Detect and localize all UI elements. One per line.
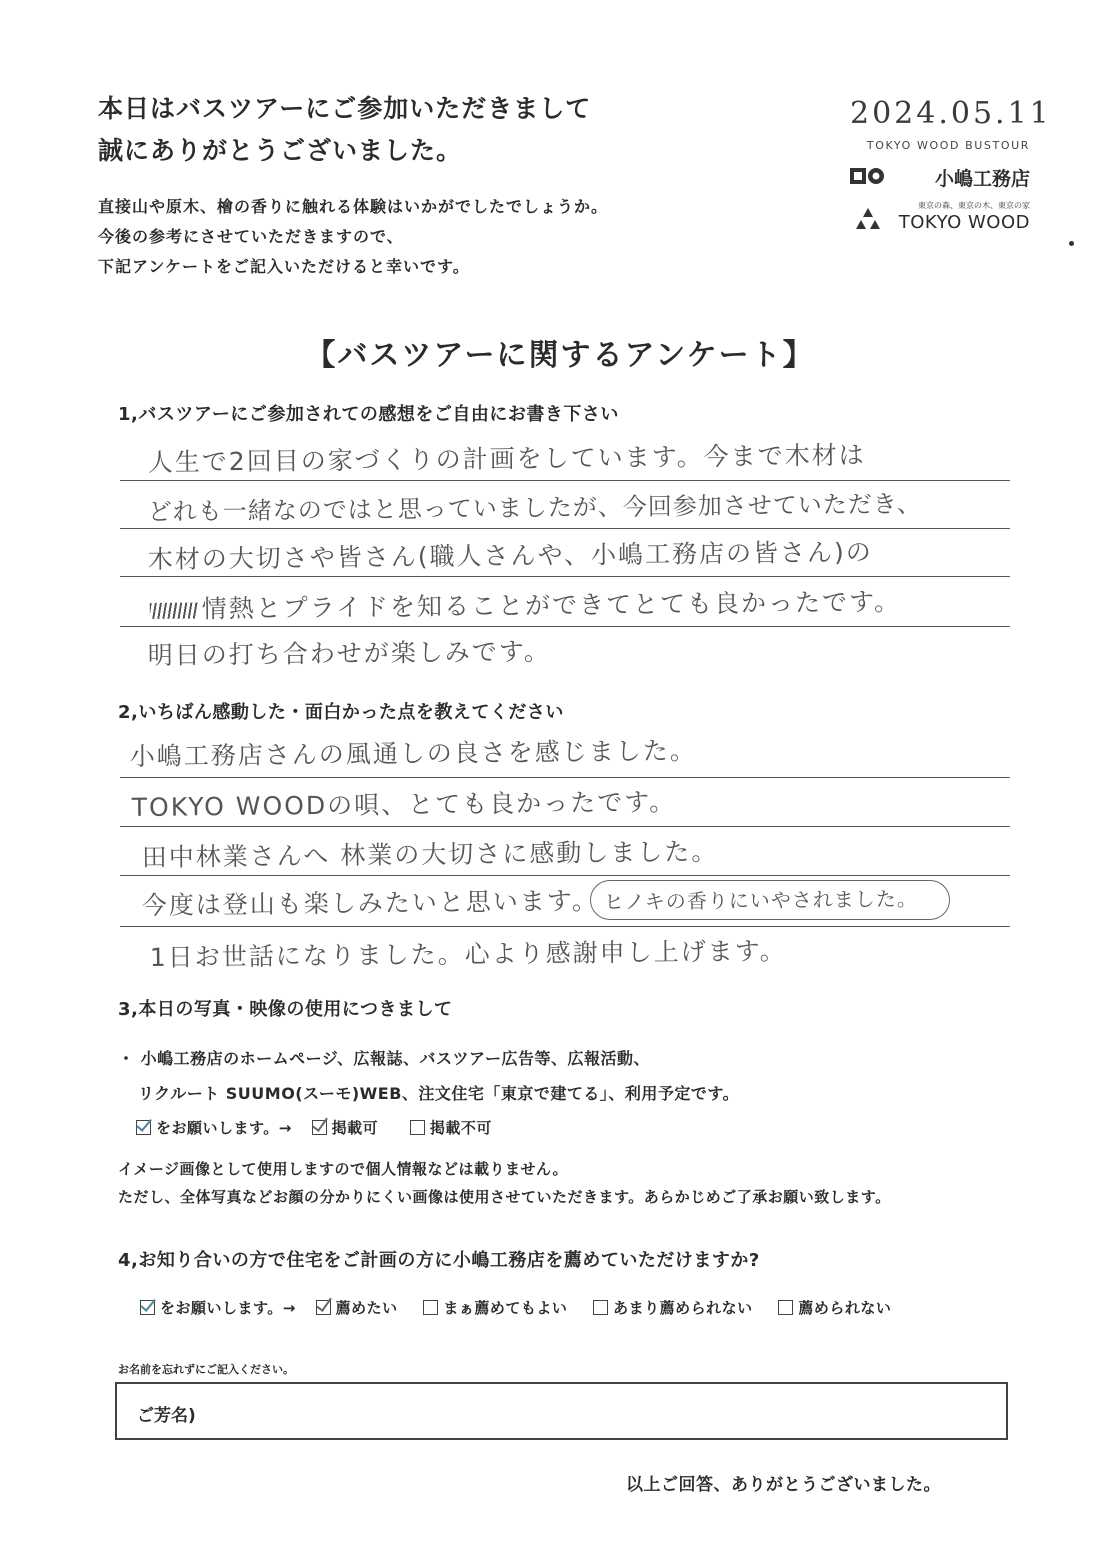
question-1: 1,バスツアーにご参加されての感想をご自由にお書き下さい: [118, 404, 619, 425]
tokyo-wood-logo-icon: [850, 206, 886, 234]
tokyo-wood-brand: [850, 200, 1030, 236]
q4-instruction: をお願いします。→: [160, 1299, 296, 1317]
question-4: 4,お知り合いの方で住宅をご計画の方に小嶋工務店を薦めていただけますか?: [118, 1250, 760, 1271]
q3-line: ・ 小嶋工務店のホームページ、広報誌、バスツアー広告等、広報活動、: [118, 1049, 650, 1068]
greeting: [98, 88, 591, 172]
company-logo-icon: [850, 167, 886, 185]
checkbox-checked-icon[interactable]: [312, 1120, 327, 1135]
q2-answer-line: 小嶋工務店さんの風通しの良さを感じました。: [129, 736, 697, 772]
option-rarely-recommend[interactable]: あまり薦められない: [593, 1299, 753, 1317]
q3-note: イメージ画像として使用しますので個人情報などは載りません。: [118, 1160, 568, 1178]
q2-answer-line: 今度は登山も楽しみたいと思います。: [141, 886, 599, 921]
intro-line: 下記アンケートをご記入いただけると幸いです。: [98, 257, 470, 276]
answer-rule: [120, 480, 1010, 481]
survey-title: 【バスツアーに関するアンケート】: [305, 338, 815, 373]
q3-instruction: をお願いします。→: [156, 1119, 292, 1137]
intro-line: 今後の参考にさせていただきますので、: [98, 227, 404, 246]
name-label: ご芳名): [137, 1406, 196, 1426]
option-not-recommend[interactable]: 薦められない: [778, 1299, 891, 1317]
name-field[interactable]: [115, 1382, 1008, 1440]
q2-answer-line: TOKYO WOODの唄、とても良かったです。: [131, 787, 677, 823]
q1-answer-line: [150, 582, 902, 626]
intro-text: [98, 192, 608, 282]
closing-thanks: 以上ご回答、ありがとうございました。: [626, 1475, 941, 1495]
q3-line: リクルート SUUMO(スーモ)WEB、注文住宅「東京で建てる」、利用予定です。: [138, 1084, 740, 1103]
checkbox-checked-icon[interactable]: [316, 1300, 331, 1315]
checkbox-icon[interactable]: [593, 1300, 608, 1315]
brand-name: TOKYO WOOD: [898, 212, 1030, 233]
speck: [1069, 241, 1074, 246]
q4-options: [140, 1297, 911, 1318]
q1-answer-line: 木材の大切さや皆さん(職人さんや、小嶋工務店の皆さん)の: [147, 537, 873, 575]
example-checkbox-icon: [136, 1120, 151, 1135]
option-somewhat-recommend[interactable]: まぁ薦めてもよい: [423, 1299, 567, 1317]
answer-rule: [120, 528, 1010, 529]
answer-rule: [120, 926, 1010, 927]
q1-answer-text: 情熱とプライドを知ることができてとても良かったです。: [201, 587, 902, 624]
checkbox-icon[interactable]: [410, 1120, 425, 1135]
q1-answer-line: 人生で2回目の家づくりの計画をしています。今まで木材は: [147, 440, 866, 478]
option-no-publish[interactable]: 掲載不可: [410, 1119, 492, 1137]
company-name: 小嶋工務店: [934, 168, 1030, 190]
q2-answer-line: 田中林業さんへ 林業の大切さに感動しました。: [141, 836, 719, 873]
q1-answer-line: 明日の打ち合わせが楽しみです。: [147, 636, 551, 671]
answer-rule: [120, 626, 1010, 627]
checkbox-icon[interactable]: [778, 1300, 793, 1315]
crossed-out-scribble: [150, 602, 198, 619]
tour-label: TOKYO WOOD BUSTOUR: [866, 139, 1030, 152]
greeting-line: 本日はバスツアーにご参加いただきまして: [98, 94, 592, 123]
answer-rule: [120, 777, 1010, 778]
option-publish[interactable]: 掲載可: [312, 1119, 379, 1137]
q2-circled-answer: ヒノキの香りにいやされました。: [603, 886, 918, 915]
q1-answer-line: どれも一緒なのではと思っていましたが、今回参加させていただき、: [147, 489, 922, 527]
q3-note: ただし、全体写真などお顔の分かりにくい画像は使用させていただきます。あらかじめご了承お願い致します。: [118, 1188, 891, 1206]
company-brand: [850, 162, 1030, 190]
event-date: 2024.05.11: [850, 96, 1052, 131]
question-3: 3,本日の写真・映像の使用につきまして: [118, 999, 453, 1020]
q2-answer-line: 1日お世話になりました。心より感謝申し上げます。: [149, 936, 787, 973]
greeting-line: 誠にありがとうございました。: [98, 136, 463, 165]
option-recommend[interactable]: 薦めたい: [316, 1299, 398, 1317]
answer-rule: [120, 826, 1010, 827]
name-note: お名前を忘れずにご記入ください。: [118, 1363, 294, 1376]
answer-rule: [120, 576, 1010, 577]
checkbox-icon[interactable]: [423, 1300, 438, 1315]
q3-options: [136, 1117, 492, 1138]
intro-line: 直接山や原木、檜の香りに触れる体験はいかがでしたでしょうか。: [98, 197, 609, 216]
example-checkbox-icon: [140, 1300, 155, 1315]
question-2: 2,いちばん感動した・面白かった点を教えてください: [118, 702, 564, 723]
brand-tagline: 東京の森、東京の木、東京の家: [918, 201, 1030, 210]
answer-rule: [120, 875, 1010, 876]
